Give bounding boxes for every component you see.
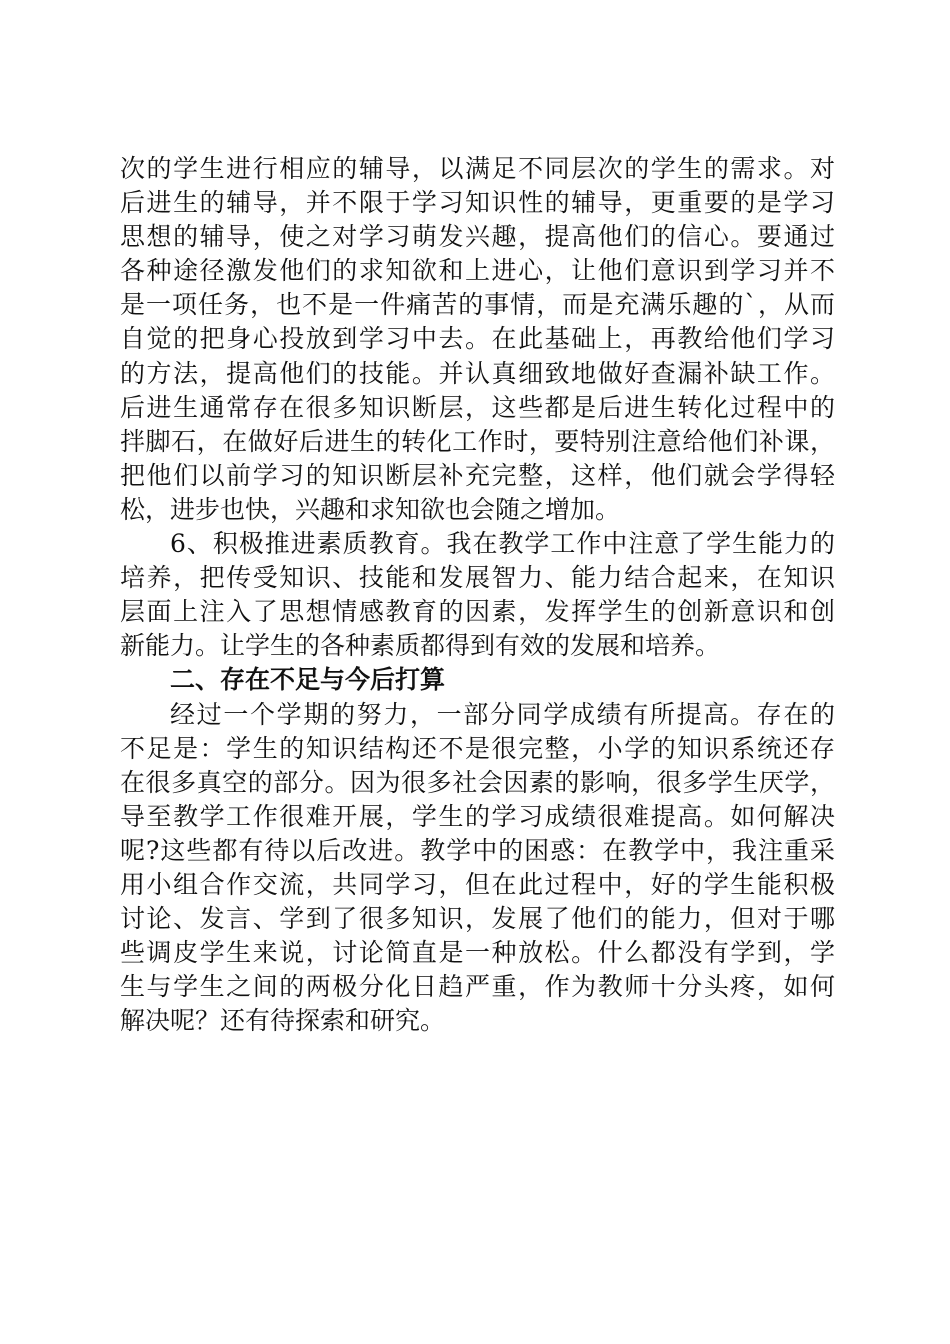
text-line: 些调皮学生来说，讨论简直是一种放松。什么都没有学到，学 — [120, 938, 835, 968]
text-line: 后进生通常存在很多知识断层，这些都是后进生转化过程中的 — [120, 392, 835, 422]
text-line: 层面上注入了思想情感教育的因素，发挥学生的创新意识和创 — [120, 597, 835, 627]
text-line: 导至教学工作很难开展，学生的学习成绩很难提高。如何解决 — [120, 801, 835, 831]
text-line: 思想的辅导，使之对学习萌发兴趣，提高他们的信心。要通过 — [120, 222, 835, 252]
paragraph-quality-education — [120, 527, 835, 663]
text-line: 自觉的把身心投放到学习中去。在此基础上，再教给他们学习 — [120, 324, 835, 354]
text-line: 生与学生之间的两极分化日趋严重，作为教师十分头疼，如何 — [120, 972, 835, 1002]
text-line: 解决呢？还有待探索和研究。 — [120, 1006, 446, 1036]
paragraph-shortcomings — [120, 698, 835, 1039]
text-line: 用小组合作交流，共同学习，但在此过程中，好的学生能积极 — [120, 869, 835, 899]
text-line: 6、积极推进素质教育。我在教学工作中注意了学生能力的 — [170, 529, 835, 559]
text-line: 不足是：学生的知识结构还不是很完整，小学的知识系统还存 — [120, 733, 835, 763]
text-line: 经过一个学期的努力，一部分同学成绩有所提高。存在的 — [170, 699, 835, 729]
document-body — [120, 152, 835, 1038]
text-line: 讨论、发言、学到了很多知识，发展了他们的能力，但对于哪 — [120, 904, 835, 934]
section-heading: 二、存在不足与今后打算 — [170, 665, 446, 695]
text-line: 次的学生进行相应的辅导，以满足不同层次的学生的需求。对 — [120, 154, 835, 183]
paragraph-after-school-tutoring — [120, 152, 835, 527]
text-line: 是一项任务，也不是一件痛苦的事情，而是充满乐趣的`，从而 — [120, 290, 835, 320]
text-line: 在很多真空的部分。因为很多社会因素的影响，很多学生厌学， — [120, 767, 835, 797]
text-line: 呢?这些都有待以后改进。教学中的困惑：在教学中，我注重采 — [120, 835, 835, 865]
text-line: 培养，把传受知识、技能和发展智力、能力结合起来，在知识 — [120, 563, 835, 593]
text-line: 松，进步也快，兴趣和求知欲也会随之增加。 — [120, 494, 621, 524]
text-line: 后进生的辅导，并不限于学习知识性的辅导，更重要的是学习 — [120, 188, 835, 218]
text-line: 拌脚石，在做好后进生的转化工作时，要特别注意给他们补课， — [120, 426, 835, 456]
text-line: 的方法，提高他们的技能。并认真细致地做好查漏补缺工作。 — [120, 358, 835, 388]
text-line: 新能力。让学生的各种素质都得到有效的发展和培养。 — [120, 631, 721, 661]
text-line: 把他们以前学习的知识断层补充完整，这样，他们就会学得轻 — [120, 460, 835, 490]
text-line: 各种途径激发他们的求知欲和上进心，让他们意识到学习并不 — [120, 256, 835, 286]
